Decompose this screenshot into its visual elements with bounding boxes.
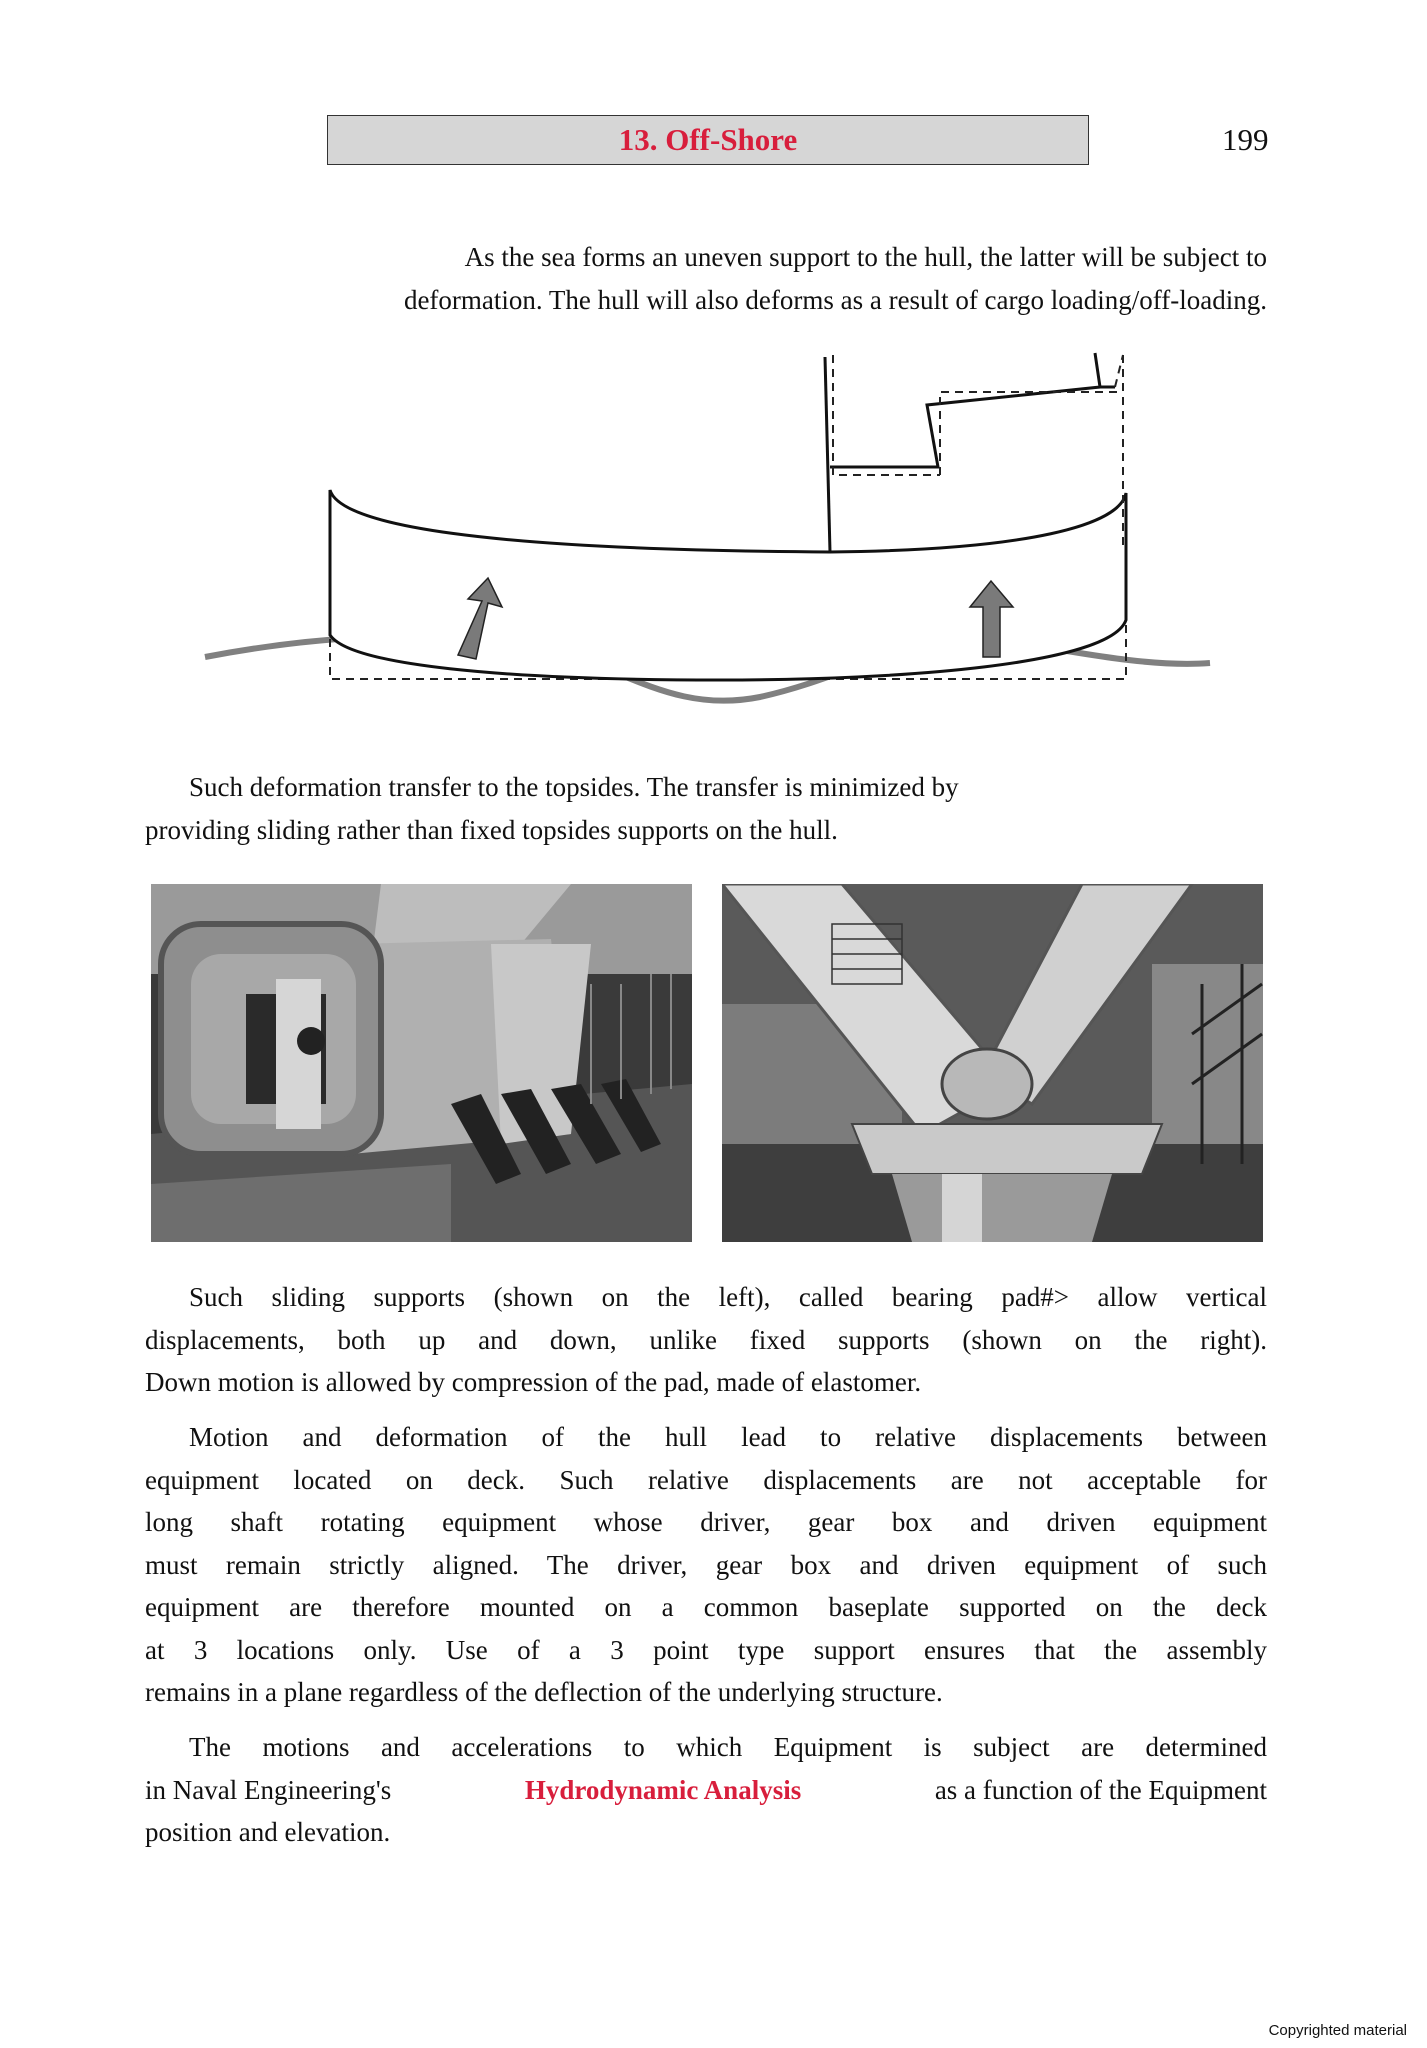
topsides-upper	[830, 353, 1100, 467]
paragraph-3-line-1: Such sliding supports (shown on the left), called bearing pad#> allow vertical	[189, 1282, 1267, 1312]
paragraph-2-line-2: providing sliding rather than fixed topsides supports on the hull.	[145, 814, 838, 845]
paragraph-5	[145, 1726, 1267, 1854]
paragraph-3	[145, 1276, 1267, 1404]
paragraph-2	[145, 766, 1267, 851]
topsides-original-outline	[833, 355, 1123, 545]
hydrodynamic-analysis-link[interactable]: Hydrodynamic Analysis	[524, 1774, 802, 1805]
page-number: 199	[1222, 122, 1269, 157]
paragraph-1	[145, 236, 1267, 321]
paragraph-1-line-1: As the sea forms an uneven support to the hull, the latter will be subject to	[464, 242, 1267, 272]
paragraph-5-line-3: position and elevation.	[145, 1817, 391, 1847]
paragraph-5-line-2-post: as a function of the Equipment	[934, 1774, 1267, 1805]
deformed-hull	[330, 490, 1126, 680]
paragraph-1-line-2: deformation. The hull will also deforms as a result of cargo loading/off-loading.	[403, 284, 1267, 315]
paragraph-4-line-3: long shaft rotating equipment whose driver, gear box and driven equipment	[145, 1507, 1267, 1537]
paragraph-4-line-1: Motion and deformation of the hull lead to relative displacements between	[189, 1422, 1267, 1452]
paragraph-3-line-2: displacements, both up and down, unlike fixed supports (shown on the right).	[145, 1324, 1267, 1355]
paragraph-4-line-5: equipment are therefore mounted on a common baseplate supported on the deck	[145, 1592, 1267, 1622]
chapter-title: 13. Off-Shore	[618, 122, 798, 157]
paragraph-5-line-2-pre: in Naval Engineering's	[145, 1774, 392, 1805]
copyright-notice: Copyrighted material	[1268, 2022, 1407, 2039]
paragraph-5-line-1: The motions and accelerations to which Equipment is subject are determined	[189, 1732, 1267, 1762]
paragraph-2-line-1: Such deformation transfer to the topsides. The transfer is minimized by	[189, 772, 959, 802]
paragraph-4	[145, 1416, 1267, 1714]
paragraph-4-line-4: must remain strictly aligned. The driver, gear box and driven equipment of such	[145, 1549, 1267, 1580]
paragraph-4-line-2: equipment located on deck. Such relative displacements are not acceptable for	[145, 1464, 1267, 1495]
hull-deformation-diagram	[200, 345, 1220, 715]
bearing-pad-photo	[151, 884, 692, 1242]
fixed-support-photo	[722, 884, 1263, 1242]
paragraph-3-line-3: Down motion is allowed by compression of the pad, made of elastomer.	[145, 1367, 922, 1397]
topsides-deformed	[825, 357, 830, 552]
paragraph-4-line-7: remains in a plane regardless of the deflection of the underlying structure.	[145, 1677, 943, 1707]
paragraph-5-line-2	[145, 1769, 1267, 1812]
chapter-header	[327, 115, 1089, 165]
paragraph-4-line-6: at 3 locations only. Use of a 3 point type support ensures that the assembly	[145, 1634, 1267, 1665]
